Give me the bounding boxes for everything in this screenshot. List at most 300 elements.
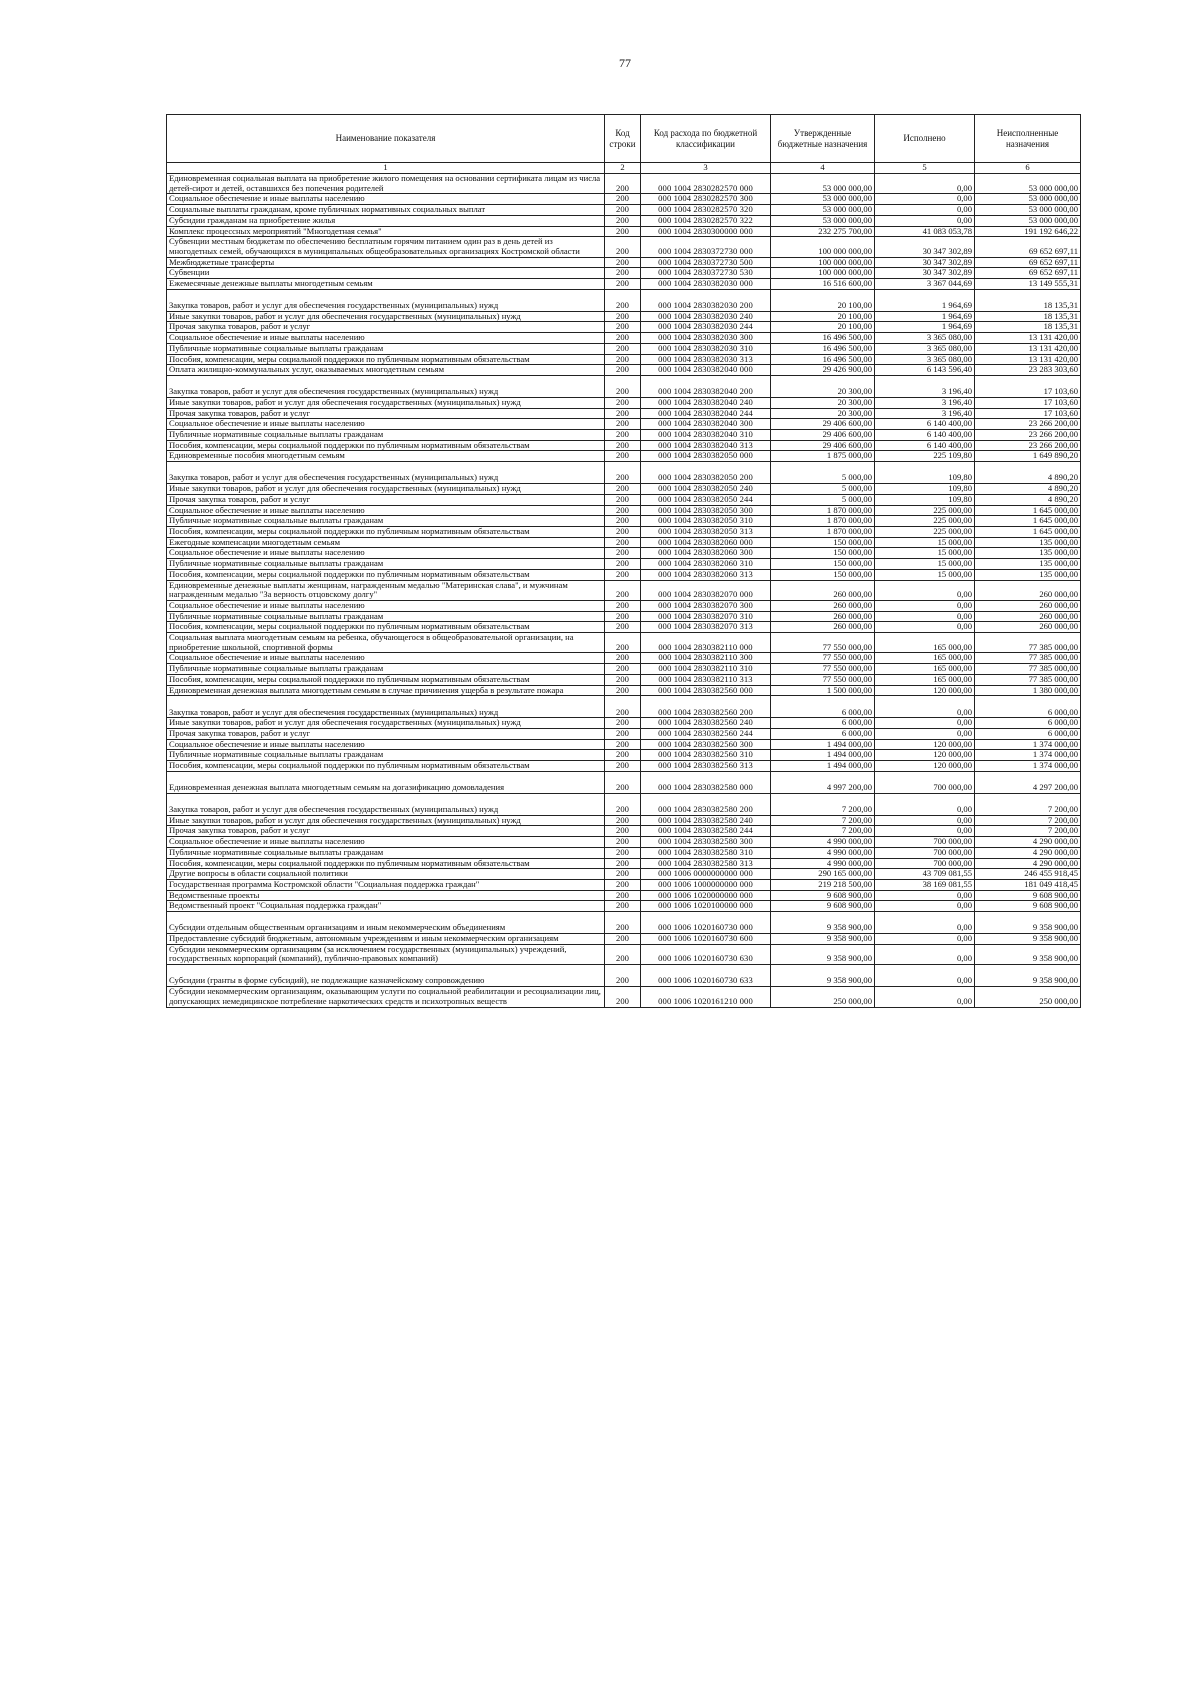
row-unexecuted-cell: 9 358 900,00 (975, 912, 1081, 934)
row-executed-cell: 3 196,40 (875, 397, 975, 408)
row-name-cell: Пособия, компенсации, меры социальной поддержки по публичным нормативным обязательствам (167, 761, 605, 772)
row-executed-cell: 15 000,00 (875, 548, 975, 559)
header-executed: Исполнено (875, 115, 975, 163)
row-executed-cell: 120 000,00 (875, 739, 975, 750)
row-classification-cell: 000 1004 2830382580 313 (641, 858, 771, 869)
row-code-cell: 200 (605, 257, 641, 268)
header-indicator-name: Наименование показателя (167, 115, 605, 163)
row-name-cell: Иные закупки товаров, работ и услуг для обеспечения государственных (муниципальных) нужд (167, 815, 605, 826)
row-executed-cell: 1 964,69 (875, 311, 975, 322)
row-classification-cell: 000 1004 2830382560 240 (641, 718, 771, 729)
row-code-cell: 200 (605, 537, 641, 548)
row-approved-cell: 1 875 000,00 (771, 451, 875, 462)
row-code-cell: 200 (605, 194, 641, 205)
row-classification-cell: 000 1006 1020160730 600 (641, 934, 771, 945)
row-approved-cell: 4 990 000,00 (771, 837, 875, 848)
row-approved-cell: 77 550 000,00 (771, 664, 875, 675)
table-row (167, 516, 1081, 527)
row-unexecuted-cell: 4 290 000,00 (975, 837, 1081, 848)
row-executed-cell: 15 000,00 (875, 537, 975, 548)
table-row (167, 696, 1081, 718)
row-classification-cell: 000 1006 1020160730 000 (641, 912, 771, 934)
row-approved-cell: 290 165 000,00 (771, 869, 875, 880)
row-executed-cell: 30 347 302,89 (875, 268, 975, 279)
row-code-cell: 200 (605, 771, 641, 793)
table-row (167, 419, 1081, 430)
row-approved-cell: 100 000 000,00 (771, 257, 875, 268)
row-code-cell: 200 (605, 322, 641, 333)
row-code-cell: 200 (605, 837, 641, 848)
table-row (167, 408, 1081, 419)
table-row (167, 279, 1081, 290)
row-unexecuted-cell: 7 200,00 (975, 826, 1081, 837)
row-approved-cell: 53 000 000,00 (771, 174, 875, 194)
row-approved-cell: 20 100,00 (771, 311, 875, 322)
table-row (167, 397, 1081, 408)
row-approved-cell: 9 358 900,00 (771, 965, 875, 987)
table-row (167, 215, 1081, 226)
row-approved-cell: 7 200,00 (771, 793, 875, 815)
row-code-cell: 200 (605, 879, 641, 890)
row-name-cell: Прочая закупка товаров, работ и услуг (167, 728, 605, 739)
row-unexecuted-cell: 1 374 000,00 (975, 750, 1081, 761)
row-classification-cell: 000 1004 2830382060 313 (641, 569, 771, 580)
table-row (167, 858, 1081, 869)
row-approved-cell: 9 358 900,00 (771, 912, 875, 934)
row-approved-cell: 260 000,00 (771, 600, 875, 611)
table-row (167, 289, 1081, 311)
row-classification-cell: 000 1004 2830382580 300 (641, 837, 771, 848)
row-code-cell: 200 (605, 674, 641, 685)
row-unexecuted-cell: 77 385 000,00 (975, 633, 1081, 653)
row-name-cell: Ежемесячные денежные выплаты многодетным семьям (167, 279, 605, 290)
row-unexecuted-cell: 77 385 000,00 (975, 664, 1081, 675)
row-approved-cell: 5 000,00 (771, 494, 875, 505)
row-executed-cell: 6 140 400,00 (875, 440, 975, 451)
row-name-cell: Социальное обеспечение и иные выплаты населению (167, 600, 605, 611)
row-classification-cell: 000 1004 2830382560 244 (641, 728, 771, 739)
row-name-cell: Государственная программа Костромской области "Социальная поддержка граждан" (167, 879, 605, 890)
row-approved-cell: 150 000,00 (771, 559, 875, 570)
row-name-cell: Единовременная денежная выплата многодетным семьям в случае причинения ущерба в результате пожара (167, 685, 605, 696)
row-name-cell: Субсидии некоммерческим организациям, оказывающим услуги по социальной реабилитации и ресоциализации лиц, допускающих немедицинское потребление наркотических средств и психотропных веществ (167, 987, 605, 1007)
row-executed-cell: 0,00 (875, 580, 975, 600)
row-unexecuted-cell: 260 000,00 (975, 600, 1081, 611)
row-approved-cell: 7 200,00 (771, 815, 875, 826)
row-unexecuted-cell: 9 358 900,00 (975, 934, 1081, 945)
row-approved-cell: 29 426 900,00 (771, 365, 875, 376)
table-row (167, 664, 1081, 675)
row-executed-cell: 3 365 080,00 (875, 354, 975, 365)
row-approved-cell: 6 000,00 (771, 718, 875, 729)
row-classification-cell: 000 1004 2830382050 300 (641, 505, 771, 516)
row-name-cell: Публичные нормативные социальные выплаты гражданам (167, 847, 605, 858)
column-number: 4 (771, 163, 875, 174)
row-executed-cell: 15 000,00 (875, 569, 975, 580)
row-classification-cell: 000 1004 2830382030 240 (641, 311, 771, 322)
row-approved-cell: 5 000,00 (771, 484, 875, 495)
row-unexecuted-cell: 4 890,20 (975, 462, 1081, 484)
row-executed-cell: 0,00 (875, 205, 975, 216)
row-executed-cell: 0,00 (875, 890, 975, 901)
row-name-cell: Единовременная социальная выплата на приобретение жилого помещения на основании сертификата лицам из числа детей-сирот и детей, оставшихся без попечения родителей (167, 174, 605, 194)
row-approved-cell: 29 406 600,00 (771, 440, 875, 451)
row-unexecuted-cell: 260 000,00 (975, 580, 1081, 600)
row-unexecuted-cell: 1 374 000,00 (975, 761, 1081, 772)
row-classification-cell: 000 1004 2830382040 000 (641, 365, 771, 376)
row-code-cell: 200 (605, 728, 641, 739)
table-row (167, 739, 1081, 750)
row-classification-cell: 000 1004 2830382030 000 (641, 279, 771, 290)
row-executed-cell: 0,00 (875, 944, 975, 964)
row-unexecuted-cell: 260 000,00 (975, 611, 1081, 622)
row-executed-cell: 109,80 (875, 462, 975, 484)
row-unexecuted-cell: 7 200,00 (975, 815, 1081, 826)
row-executed-cell: 165 000,00 (875, 653, 975, 664)
row-classification-cell: 000 1004 2830382040 200 (641, 375, 771, 397)
row-approved-cell: 20 100,00 (771, 322, 875, 333)
row-executed-cell: 1 964,69 (875, 289, 975, 311)
row-code-cell: 200 (605, 580, 641, 600)
row-name-cell: Прочая закупка товаров, работ и услуг (167, 408, 605, 419)
column-number: 3 (641, 163, 771, 174)
row-executed-cell: 700 000,00 (875, 837, 975, 848)
row-code-cell: 200 (605, 611, 641, 622)
row-executed-cell: 165 000,00 (875, 633, 975, 653)
row-code-cell: 200 (605, 375, 641, 397)
row-unexecuted-cell: 18 135,31 (975, 311, 1081, 322)
row-approved-cell: 53 000 000,00 (771, 194, 875, 205)
row-classification-cell: 000 1004 2830372730 500 (641, 257, 771, 268)
row-classification-cell: 000 1004 2830382580 240 (641, 815, 771, 826)
row-approved-cell: 1 870 000,00 (771, 505, 875, 516)
row-classification-cell: 000 1004 2830382060 300 (641, 548, 771, 559)
row-approved-cell: 219 218 500,00 (771, 879, 875, 890)
row-unexecuted-cell: 9 358 900,00 (975, 944, 1081, 964)
table-row (167, 257, 1081, 268)
row-unexecuted-cell: 181 049 418,45 (975, 879, 1081, 890)
table-row (167, 934, 1081, 945)
row-approved-cell: 150 000,00 (771, 548, 875, 559)
table-row (167, 526, 1081, 537)
row-executed-cell: 1 964,69 (875, 322, 975, 333)
row-code-cell: 200 (605, 419, 641, 430)
column-number-row (167, 163, 1081, 174)
row-approved-cell: 1 494 000,00 (771, 750, 875, 761)
row-unexecuted-cell: 23 266 200,00 (975, 419, 1081, 430)
row-classification-cell: 000 1004 2830382560 310 (641, 750, 771, 761)
row-executed-cell: 3 365 080,00 (875, 333, 975, 344)
row-name-cell: Пособия, компенсации, меры социальной поддержки по публичным нормативным обязательствам (167, 858, 605, 869)
row-approved-cell: 16 496 500,00 (771, 354, 875, 365)
table-row (167, 268, 1081, 279)
row-unexecuted-cell: 53 000 000,00 (975, 215, 1081, 226)
row-approved-cell: 250 000,00 (771, 987, 875, 1007)
row-executed-cell: 3 365 080,00 (875, 343, 975, 354)
row-unexecuted-cell: 77 385 000,00 (975, 674, 1081, 685)
row-classification-cell: 000 1004 2830382040 313 (641, 440, 771, 451)
row-executed-cell: 0,00 (875, 901, 975, 912)
row-unexecuted-cell: 9 608 900,00 (975, 901, 1081, 912)
table-row (167, 462, 1081, 484)
row-code-cell: 200 (605, 944, 641, 964)
table-row (167, 869, 1081, 880)
row-code-cell: 200 (605, 847, 641, 858)
row-classification-cell: 000 1004 2830382040 310 (641, 430, 771, 441)
row-approved-cell: 29 406 600,00 (771, 419, 875, 430)
row-unexecuted-cell: 1 645 000,00 (975, 505, 1081, 516)
row-code-cell: 200 (605, 739, 641, 750)
row-executed-cell: 0,00 (875, 696, 975, 718)
row-name-cell: Субсидии некоммерческим организациям (за исключением государственных (муниципальных) учреждений, государственных корпораций (компаний), публично-правовых компаний) (167, 944, 605, 964)
row-code-cell: 200 (605, 484, 641, 495)
table-row (167, 685, 1081, 696)
row-name-cell: Социальное обеспечение и иные выплаты населению (167, 505, 605, 516)
row-executed-cell: 0,00 (875, 728, 975, 739)
row-approved-cell: 100 000 000,00 (771, 237, 875, 257)
row-executed-cell: 225 000,00 (875, 516, 975, 527)
table-row (167, 311, 1081, 322)
row-executed-cell: 30 347 302,89 (875, 237, 975, 257)
table-row (167, 761, 1081, 772)
row-name-cell: Прочая закупка товаров, работ и услуг (167, 322, 605, 333)
row-unexecuted-cell: 13 131 420,00 (975, 354, 1081, 365)
row-classification-cell: 000 1004 2830382580 244 (641, 826, 771, 837)
row-unexecuted-cell: 135 000,00 (975, 569, 1081, 580)
row-executed-cell: 0,00 (875, 215, 975, 226)
table-row (167, 440, 1081, 451)
row-classification-cell: 000 1004 2830382110 313 (641, 674, 771, 685)
row-unexecuted-cell: 4 290 000,00 (975, 847, 1081, 858)
row-code-cell: 200 (605, 934, 641, 945)
row-code-cell: 200 (605, 226, 641, 237)
row-name-cell: Социальное обеспечение и иные выплаты населению (167, 837, 605, 848)
row-code-cell: 200 (605, 559, 641, 570)
table-row (167, 484, 1081, 495)
row-name-cell: Социальное обеспечение и иные выплаты населению (167, 333, 605, 344)
row-classification-cell: 000 1006 1000000000 000 (641, 879, 771, 890)
row-executed-cell: 0,00 (875, 611, 975, 622)
row-code-cell: 200 (605, 569, 641, 580)
row-unexecuted-cell: 1 645 000,00 (975, 526, 1081, 537)
row-classification-cell: 000 1004 2830382050 313 (641, 526, 771, 537)
row-classification-cell: 000 1006 0000000000 000 (641, 869, 771, 880)
row-classification-cell: 000 1006 1020160730 633 (641, 965, 771, 987)
row-approved-cell: 9 358 900,00 (771, 934, 875, 945)
row-approved-cell: 20 300,00 (771, 397, 875, 408)
row-approved-cell: 20 300,00 (771, 408, 875, 419)
row-executed-cell: 0,00 (875, 912, 975, 934)
table-row (167, 174, 1081, 194)
row-unexecuted-cell: 1 649 890,20 (975, 451, 1081, 462)
row-code-cell: 200 (605, 289, 641, 311)
row-name-cell: Иные закупки товаров, работ и услуг для обеспечения государственных (муниципальных) нужд (167, 484, 605, 495)
row-approved-cell: 16 496 500,00 (771, 343, 875, 354)
table-row (167, 365, 1081, 376)
row-name-cell: Ведомственные проекты (167, 890, 605, 901)
row-name-cell: Социальное обеспечение и иные выплаты населению (167, 548, 605, 559)
row-approved-cell: 260 000,00 (771, 611, 875, 622)
row-classification-cell: 000 1004 2830300000 000 (641, 226, 771, 237)
row-approved-cell: 100 000 000,00 (771, 268, 875, 279)
row-code-cell: 200 (605, 430, 641, 441)
table-row (167, 548, 1081, 559)
row-code-cell: 200 (605, 343, 641, 354)
row-classification-cell: 000 1004 2830382030 300 (641, 333, 771, 344)
row-code-cell: 200 (605, 516, 641, 527)
column-number: 5 (875, 163, 975, 174)
row-classification-cell: 000 1004 2830282570 320 (641, 205, 771, 216)
table-row (167, 580, 1081, 600)
row-unexecuted-cell: 18 135,31 (975, 322, 1081, 333)
row-code-cell: 200 (605, 858, 641, 869)
row-name-cell: Закупка товаров, работ и услуг для обеспечения государственных (муниципальных) нужд (167, 462, 605, 484)
row-classification-cell: 000 1004 2830382580 000 (641, 771, 771, 793)
row-code-cell: 200 (605, 268, 641, 279)
row-unexecuted-cell: 17 103,60 (975, 397, 1081, 408)
row-name-cell: Социальное обеспечение и иные выплаты населению (167, 653, 605, 664)
row-unexecuted-cell: 135 000,00 (975, 537, 1081, 548)
table-row (167, 194, 1081, 205)
row-code-cell: 200 (605, 494, 641, 505)
row-name-cell: Прочая закупка товаров, работ и услуг (167, 494, 605, 505)
row-unexecuted-cell: 23 266 200,00 (975, 430, 1081, 441)
row-executed-cell: 120 000,00 (875, 685, 975, 696)
row-approved-cell: 1 494 000,00 (771, 739, 875, 750)
row-unexecuted-cell: 13 131 420,00 (975, 343, 1081, 354)
row-executed-cell: 0,00 (875, 718, 975, 729)
row-code-cell: 200 (605, 793, 641, 815)
row-approved-cell: 260 000,00 (771, 622, 875, 633)
row-classification-cell: 000 1006 1020100000 000 (641, 901, 771, 912)
row-executed-cell: 43 709 081,55 (875, 869, 975, 880)
row-classification-cell: 000 1004 2830382110 310 (641, 664, 771, 675)
row-classification-cell: 000 1004 2830382560 300 (641, 739, 771, 750)
row-unexecuted-cell: 250 000,00 (975, 987, 1081, 1007)
row-code-cell: 200 (605, 912, 641, 934)
column-number: 6 (975, 163, 1081, 174)
row-name-cell: Пособия, компенсации, меры социальной поддержки по публичным нормативным обязательствам (167, 622, 605, 633)
row-unexecuted-cell: 246 455 918,45 (975, 869, 1081, 880)
row-unexecuted-cell: 77 385 000,00 (975, 653, 1081, 664)
row-code-cell: 200 (605, 664, 641, 675)
row-approved-cell: 260 000,00 (771, 580, 875, 600)
row-name-cell: Субсидии гражданам на приобретение жилья (167, 215, 605, 226)
row-name-cell: Социальная выплата многодетным семьям на ребенка, обучающегося в общеобразовательной организации, на приобретение школьной, спортивной формы (167, 633, 605, 653)
table-row (167, 653, 1081, 664)
row-executed-cell: 109,80 (875, 484, 975, 495)
row-executed-cell: 6 140 400,00 (875, 419, 975, 430)
row-code-cell: 200 (605, 365, 641, 376)
row-approved-cell: 77 550 000,00 (771, 674, 875, 685)
row-classification-cell: 000 1004 2830282570 300 (641, 194, 771, 205)
row-approved-cell: 16 496 500,00 (771, 333, 875, 344)
row-classification-cell: 000 1004 2830382560 000 (641, 685, 771, 696)
row-approved-cell: 150 000,00 (771, 537, 875, 548)
row-classification-cell: 000 1004 2830382110 000 (641, 633, 771, 653)
row-name-cell: Закупка товаров, работ и услуг для обеспечения государственных (муниципальных) нужд (167, 375, 605, 397)
row-unexecuted-cell: 18 135,31 (975, 289, 1081, 311)
row-code-cell: 200 (605, 462, 641, 484)
row-approved-cell: 53 000 000,00 (771, 205, 875, 216)
row-name-cell: Прочая закупка товаров, работ и услуг (167, 826, 605, 837)
table-row (167, 674, 1081, 685)
table-row (167, 728, 1081, 739)
table-row (167, 505, 1081, 516)
table-row (167, 965, 1081, 987)
row-classification-cell: 000 1004 2830382050 310 (641, 516, 771, 527)
row-classification-cell: 000 1004 2830382110 300 (641, 653, 771, 664)
row-unexecuted-cell: 1 645 000,00 (975, 516, 1081, 527)
row-classification-cell: 000 1004 2830382580 200 (641, 793, 771, 815)
table-row (167, 611, 1081, 622)
row-code-cell: 200 (605, 408, 641, 419)
row-name-cell: Социальные выплаты гражданам, кроме публичных нормативных социальных выплат (167, 205, 605, 216)
row-code-cell: 200 (605, 633, 641, 653)
row-code-cell: 200 (605, 440, 641, 451)
row-name-cell: Пособия, компенсации, меры социальной поддержки по публичным нормативным обязательствам (167, 354, 605, 365)
row-code-cell: 200 (605, 685, 641, 696)
row-name-cell: Иные закупки товаров, работ и услуг для обеспечения государственных (муниципальных) нужд (167, 311, 605, 322)
row-unexecuted-cell: 69 652 697,11 (975, 257, 1081, 268)
row-name-cell: Социальное обеспечение и иные выплаты населению (167, 194, 605, 205)
row-classification-cell: 000 1004 2830382560 313 (641, 761, 771, 772)
row-name-cell: Публичные нормативные социальные выплаты гражданам (167, 343, 605, 354)
row-code-cell: 200 (605, 279, 641, 290)
table-row (167, 354, 1081, 365)
row-approved-cell: 16 516 600,00 (771, 279, 875, 290)
row-unexecuted-cell: 4 890,20 (975, 484, 1081, 495)
row-name-cell: Субсидии отдельным общественным организациям и иным некоммерческим объединениям (167, 912, 605, 934)
row-executed-cell: 0,00 (875, 815, 975, 826)
row-unexecuted-cell: 69 652 697,11 (975, 237, 1081, 257)
row-executed-cell: 225 109,80 (875, 451, 975, 462)
row-approved-cell: 4 990 000,00 (771, 847, 875, 858)
row-classification-cell: 000 1004 2830382070 000 (641, 580, 771, 600)
row-name-cell: Иные закупки товаров, работ и услуг для обеспечения государственных (муниципальных) нужд (167, 718, 605, 729)
row-executed-cell: 0,00 (875, 793, 975, 815)
row-executed-cell: 120 000,00 (875, 761, 975, 772)
row-approved-cell: 1 494 000,00 (771, 761, 875, 772)
row-unexecuted-cell: 260 000,00 (975, 622, 1081, 633)
table-row (167, 494, 1081, 505)
row-classification-cell: 000 1004 2830382050 240 (641, 484, 771, 495)
row-code-cell: 200 (605, 965, 641, 987)
row-code-cell: 200 (605, 750, 641, 761)
table-row (167, 343, 1081, 354)
row-name-cell: Единовременные денежные выплаты женщинам, награжденным медалью "Материнская слава", и мужчинам награжденным медалью "За верность отцовскому долгу" (167, 580, 605, 600)
budget-execution-table (166, 114, 1081, 1008)
row-unexecuted-cell: 191 192 646,22 (975, 226, 1081, 237)
row-classification-cell: 000 1004 2830372730 530 (641, 268, 771, 279)
row-classification-cell: 000 1004 2830382070 310 (641, 611, 771, 622)
table-row (167, 322, 1081, 333)
row-code-cell: 200 (605, 505, 641, 516)
row-classification-cell: 000 1004 2830382050 200 (641, 462, 771, 484)
row-code-cell: 200 (605, 174, 641, 194)
row-approved-cell: 4 997 200,00 (771, 771, 875, 793)
row-executed-cell: 0,00 (875, 194, 975, 205)
row-executed-cell: 3 367 044,69 (875, 279, 975, 290)
row-code-cell: 200 (605, 696, 641, 718)
table-row (167, 569, 1081, 580)
row-executed-cell: 165 000,00 (875, 674, 975, 685)
table-row (167, 890, 1081, 901)
row-approved-cell: 6 000,00 (771, 696, 875, 718)
row-executed-cell: 0,00 (875, 174, 975, 194)
row-executed-cell: 6 140 400,00 (875, 430, 975, 441)
table-row (167, 226, 1081, 237)
